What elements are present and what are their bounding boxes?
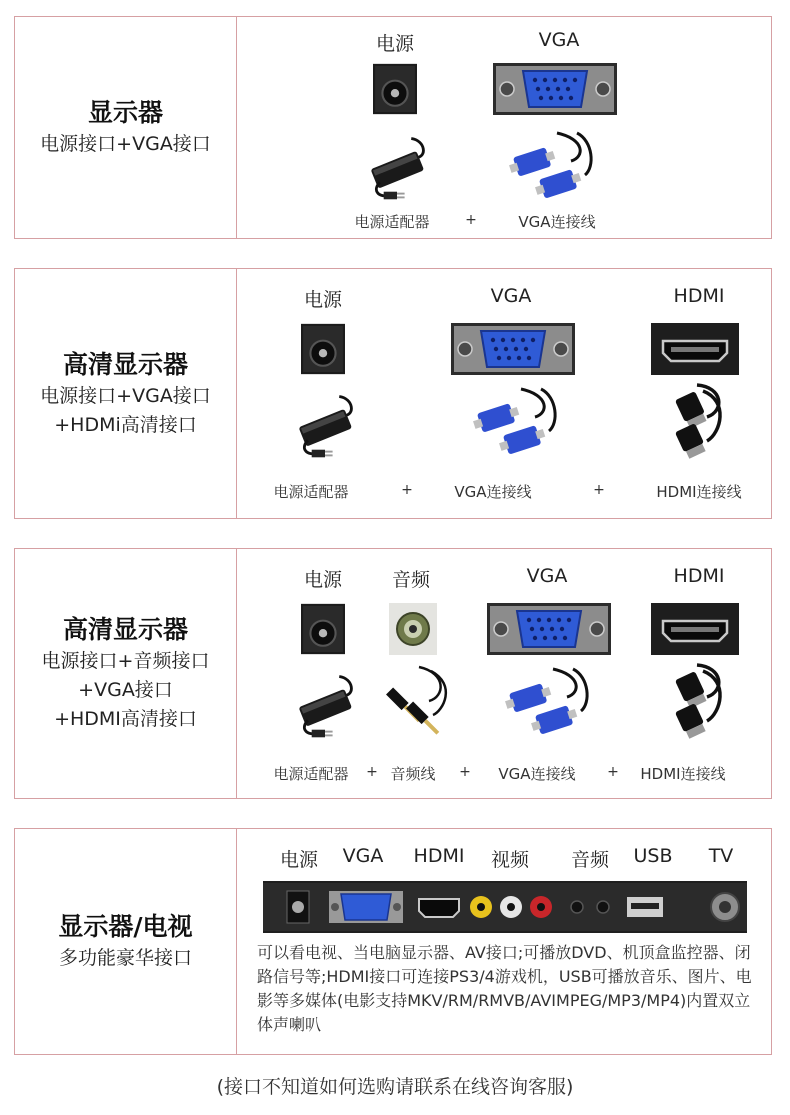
plus-sign: + — [366, 764, 378, 780]
port-header-power: 电源 — [279, 849, 319, 871]
section-label — [15, 829, 237, 1054]
section-monitor-tv — [14, 828, 772, 1055]
port-header-tv: TV — [708, 845, 734, 867]
hdmi-cable-icon — [663, 381, 727, 461]
port-header-power: 电源 — [303, 569, 343, 591]
audio-cable-icon — [373, 663, 453, 739]
plus-sign: + — [465, 212, 477, 228]
caption-vga-cable: VGA连接线 — [454, 483, 532, 501]
section-subtitle: 电源接口+VGA接口 — [40, 133, 211, 155]
port-header-power: 电源 — [303, 289, 343, 311]
caption-hdmi-cable: HDMI连接线 — [656, 483, 742, 501]
vga-port-icon — [493, 63, 617, 115]
dc-power-jack-icon — [301, 323, 345, 375]
section-subtitle: +HDMi高清接口 — [54, 413, 197, 436]
power-adapter-icon — [287, 667, 363, 743]
hdmi-port-icon — [651, 603, 739, 655]
section-subtitle: 多功能豪华接口 — [58, 947, 192, 969]
caption-hdmi-cable: HDMI连接线 — [640, 765, 726, 783]
section-subtitle: +HDMI高清接口 — [54, 708, 197, 730]
hdmi-cable-icon — [663, 661, 727, 741]
dc-power-jack-icon — [373, 63, 417, 115]
plus-sign: + — [459, 764, 471, 780]
port-header-hdmi: HDMI — [413, 845, 465, 867]
section-title: 显示器 — [87, 98, 163, 127]
caption-audio-cable: 音频线 — [390, 765, 436, 783]
port-header-vga: VGA — [490, 285, 532, 307]
port-header-video: 视频 — [490, 849, 530, 871]
section-hd-monitor — [14, 268, 772, 519]
section-ports — [237, 269, 771, 518]
caption-power-adapter: 电源适配器 — [273, 483, 349, 501]
plus-sign: + — [593, 482, 605, 498]
power-adapter-icon — [287, 387, 363, 463]
audio-jack-icon — [389, 603, 437, 655]
vga-cable-icon — [501, 663, 591, 743]
caption-vga-cable: VGA连接线 — [498, 765, 576, 783]
port-header-vga: VGA — [526, 565, 568, 587]
port-header-power: 电源 — [375, 33, 415, 55]
section-subtitle: +VGA接口 — [78, 679, 173, 701]
section-subtitle: 电源接口+VGA接口 — [40, 384, 211, 407]
section-label — [15, 17, 237, 238]
section-hd-monitor-audio — [14, 548, 772, 799]
section-ports — [237, 549, 771, 798]
section-title: 高清显示器 — [62, 615, 188, 644]
footer-note: (接口不知道如何选购请联系在线咨询客服) — [216, 1076, 574, 1098]
dc-power-jack-icon — [301, 603, 345, 655]
port-header-vga: VGA — [538, 29, 580, 51]
section-ports — [237, 829, 771, 1054]
caption-vga-cable: VGA连接线 — [518, 213, 596, 231]
port-header-hdmi: HDMI — [673, 285, 725, 307]
vga-cable-icon — [505, 127, 595, 207]
vga-cable-icon — [469, 383, 559, 463]
port-header-hdmi: HDMI — [673, 565, 725, 587]
section-title: 高清显示器 — [62, 349, 188, 379]
section-monitor — [14, 16, 772, 239]
section-label — [15, 549, 237, 798]
rear-panel-ports-icon — [263, 881, 747, 933]
caption-power-adapter: 电源适配器 — [354, 213, 430, 231]
vga-port-icon — [487, 603, 611, 655]
section-label — [15, 269, 237, 518]
port-header-vga: VGA — [342, 845, 384, 867]
plus-sign: + — [401, 482, 413, 498]
caption-power-adapter: 电源适配器 — [273, 765, 349, 783]
plus-sign: + — [607, 764, 619, 780]
vga-port-icon — [451, 323, 575, 375]
port-header-audio: 音频 — [570, 849, 610, 871]
section-subtitle: 电源接口+音频接口 — [41, 650, 210, 672]
port-header-audio: 音频 — [391, 569, 431, 591]
port-header-usb: USB — [633, 845, 673, 867]
section-title: 显示器/电视 — [58, 912, 193, 941]
section-ports — [237, 17, 771, 238]
feature-description: 可以看电视、当电脑显示器、AV接口;可播放DVD、机顶盒监控器、闭路信号等;HDMI接口可连接PS3/4游戏机，USB可播放音乐、图片、电影等多媒体(电影支持MKV/RM/RMVB/AVIMPEG/MP3/MP4)内置双立体声喇叭 — [257, 943, 752, 1034]
hdmi-port-icon — [651, 323, 739, 375]
power-adapter-icon — [359, 129, 435, 205]
